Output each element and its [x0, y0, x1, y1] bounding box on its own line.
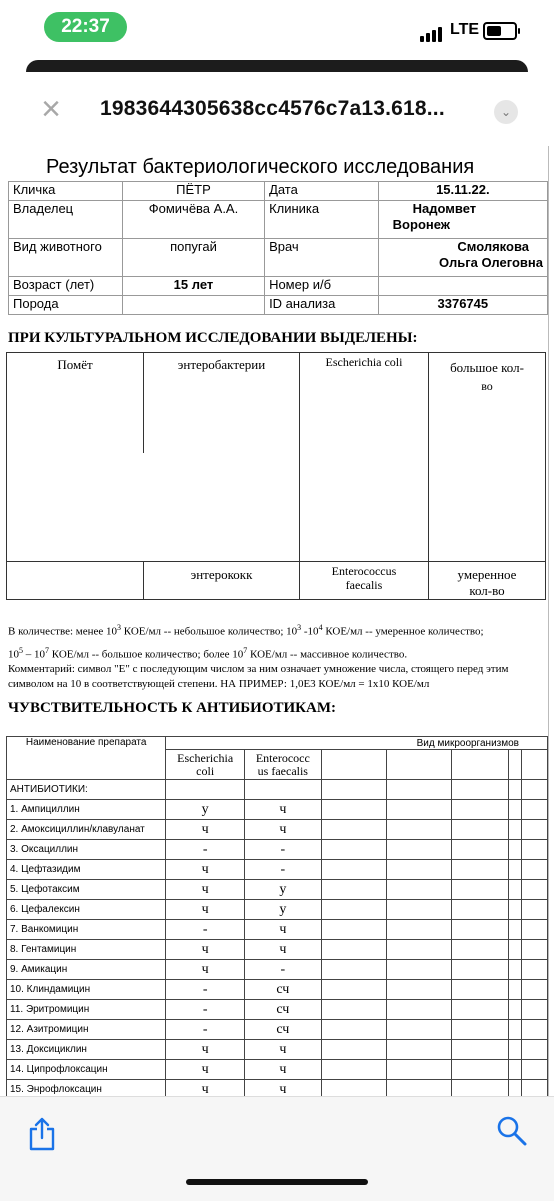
table-row: [7, 820, 548, 840]
result-ecoli: -: [166, 980, 245, 1000]
result-enterococcus: ч: [245, 1040, 322, 1060]
label-owner: Владелец: [9, 201, 123, 239]
label-record-number: Номер и/б: [265, 277, 379, 296]
value-owner: Фомичёва А.А.: [122, 201, 264, 239]
drug-name: 4. Цефтазидим: [7, 860, 166, 880]
result-enterococcus: сч: [245, 1000, 322, 1020]
label-age: Возраст (лет): [9, 277, 123, 296]
drug-name: 8. Гентамицин: [7, 940, 166, 960]
drug-name: 5. Цефотаксим: [7, 880, 166, 900]
table-row: [7, 800, 548, 820]
drug-name: 13. Доксициклин: [7, 1040, 166, 1060]
label-species: Вид животного: [9, 239, 123, 277]
table-row: [7, 940, 548, 960]
result-ecoli: ч: [166, 860, 245, 880]
value-species: попугай: [122, 239, 264, 277]
table-row: [7, 1080, 548, 1097]
drug-name: 14. Ципрофлоксацин: [7, 1060, 166, 1080]
drug-name: 12. Азитромицин: [7, 1020, 166, 1040]
antibiotic-table: [6, 736, 548, 1096]
patient-info-table: [8, 181, 548, 315]
col-drug-name: Наименование препарата: [7, 737, 166, 780]
label-doctor: Врач: [265, 239, 379, 277]
drug-name: 6. Цефалексин: [7, 900, 166, 920]
cellular-signal-icon: [420, 24, 444, 42]
bottom-toolbar: [0, 1096, 554, 1201]
result-enterococcus: сч: [245, 1020, 322, 1040]
culture-amount-1: большое кол- во: [450, 360, 524, 393]
table-row: [7, 1000, 548, 1020]
antibiotic-heading: ЧУВСТВИТЕЛЬНОСТЬ К АНТИБИОТИКАМ:: [8, 700, 337, 716]
value-breed: [122, 296, 264, 315]
drug-name: 11. Эритромицин: [7, 1000, 166, 1020]
result-enterococcus: ч: [245, 800, 322, 820]
table-row: [7, 900, 548, 920]
value-record-number: [378, 277, 547, 296]
status-bar: [0, 0, 554, 60]
result-enterococcus: ч: [245, 940, 322, 960]
result-ecoli: -: [166, 920, 245, 940]
result-ecoli: ч: [166, 820, 245, 840]
table-row: [7, 880, 548, 900]
quantity-note: В количестве: менее $10^3$ КОЕ/мл -- небольшое количество; $10^3$ $-10^4$ КОЕ/мл -- умеренное количество; $10^5 - 10^7$ КОЕ/мл -- большое количество; более $10^7$ КОЕ/мл -- массивное количество. Комментарий: символ "Е" с последующим числом за ним означает умножение числа, стоящего перед этим символом на 10 в соответствующей степени. НА ПРИМЕР: 1,0Е3 КОЕ/мл = 1х10 КОЕ/мл: [8, 623, 509, 691]
search-icon[interactable]: [496, 1115, 528, 1147]
culture-amount-2: умеренное кол-во: [457, 567, 517, 598]
table-row: [7, 1040, 548, 1060]
share-icon[interactable]: [28, 1117, 56, 1151]
table-row: [7, 1060, 548, 1080]
chevron-down-icon[interactable]: ⌄: [494, 100, 518, 124]
table-row: [7, 920, 548, 940]
drug-name: 10. Клиндамицин: [7, 980, 166, 1000]
network-type: LTE: [450, 21, 480, 38]
label-nickname: Кличка: [9, 182, 123, 201]
result-ecoli: ч: [166, 940, 245, 960]
result-enterococcus: сч: [245, 980, 322, 1000]
table-row: [7, 860, 548, 880]
document-title: Результат бактериологического исследования: [46, 156, 475, 178]
result-ecoli: ч: [166, 1040, 245, 1060]
result-ecoli: у: [166, 800, 245, 820]
home-indicator: [186, 1179, 368, 1185]
table-row: [7, 980, 548, 1000]
culture-group-2: энтерококк: [190, 567, 253, 582]
label-date: Дата: [265, 182, 379, 201]
label-analysis-id: ID анализа: [265, 296, 379, 315]
result-ecoli: ч: [166, 880, 245, 900]
result-enterococcus: -: [245, 860, 322, 880]
result-ecoli: -: [166, 1020, 245, 1040]
drug-name: 2. Амоксициллин/клавуланат: [7, 820, 166, 840]
label-clinic: Клиника: [265, 201, 379, 239]
org-header-1: Escherichia coli: [166, 750, 245, 780]
close-icon[interactable]: ×: [41, 90, 61, 128]
abx-group-label: АНТИБИОТИКИ:: [7, 780, 166, 800]
result-ecoli: ч: [166, 960, 245, 980]
culture-material: Помёт: [57, 357, 93, 372]
culture-table: [6, 352, 546, 600]
result-ecoli: -: [166, 840, 245, 860]
result-ecoli: -: [166, 1000, 245, 1020]
org-header-2: Enterococc us faecalis: [245, 750, 322, 780]
result-enterococcus: ч: [245, 1080, 322, 1097]
drug-name: 7. Ванкомицин: [7, 920, 166, 940]
table-row: [7, 1020, 548, 1040]
culture-group-1: энтеробактерии: [177, 357, 266, 372]
drug-name: 15. Энрофлоксацин: [7, 1080, 166, 1097]
table-row: [7, 840, 548, 860]
culture-species-1: Escherichia coli: [325, 355, 403, 369]
result-enterococcus: у: [245, 900, 322, 920]
drug-name: 1. Ампициллин: [7, 800, 166, 820]
value-age: 15 лет: [122, 277, 264, 296]
value-date: 15.11.22.: [378, 182, 547, 201]
result-enterococcus: -: [245, 960, 322, 980]
file-name: 1983644305638cc4576c7a13.618...: [100, 97, 445, 120]
battery-icon: [483, 22, 517, 40]
value-doctor: Смолякова Ольга Олеговна: [378, 239, 547, 277]
result-enterococcus: ч: [245, 920, 322, 940]
drug-name: 9. Амикацин: [7, 960, 166, 980]
result-enterococcus: ч: [245, 1060, 322, 1080]
table-row: [7, 960, 548, 980]
col-organisms: Вид микроорганизмов: [166, 737, 548, 750]
status-time[interactable]: 22:37: [44, 12, 127, 42]
value-analysis-id: 3376745: [378, 296, 547, 315]
culture-heading: ПРИ КУЛЬТУРАЛЬНОМ ИССЛЕДОВАНИИ ВЫДЕЛЕНЫ:: [8, 330, 418, 346]
document-page[interactable]: [0, 146, 549, 1096]
result-enterococcus: -: [245, 840, 322, 860]
result-ecoli: ч: [166, 900, 245, 920]
drug-name: 3. Оксациллин: [7, 840, 166, 860]
value-nickname: ПЁТР: [122, 182, 264, 201]
culture-species-2: Enterococcus faecalis: [331, 564, 397, 592]
label-breed: Порода: [9, 296, 123, 315]
value-clinic: Надомвет Воронеж: [378, 201, 547, 239]
result-enterococcus: у: [245, 880, 322, 900]
result-ecoli: ч: [166, 1080, 245, 1097]
result-enterococcus: ч: [245, 820, 322, 840]
result-ecoli: ч: [166, 1060, 245, 1080]
